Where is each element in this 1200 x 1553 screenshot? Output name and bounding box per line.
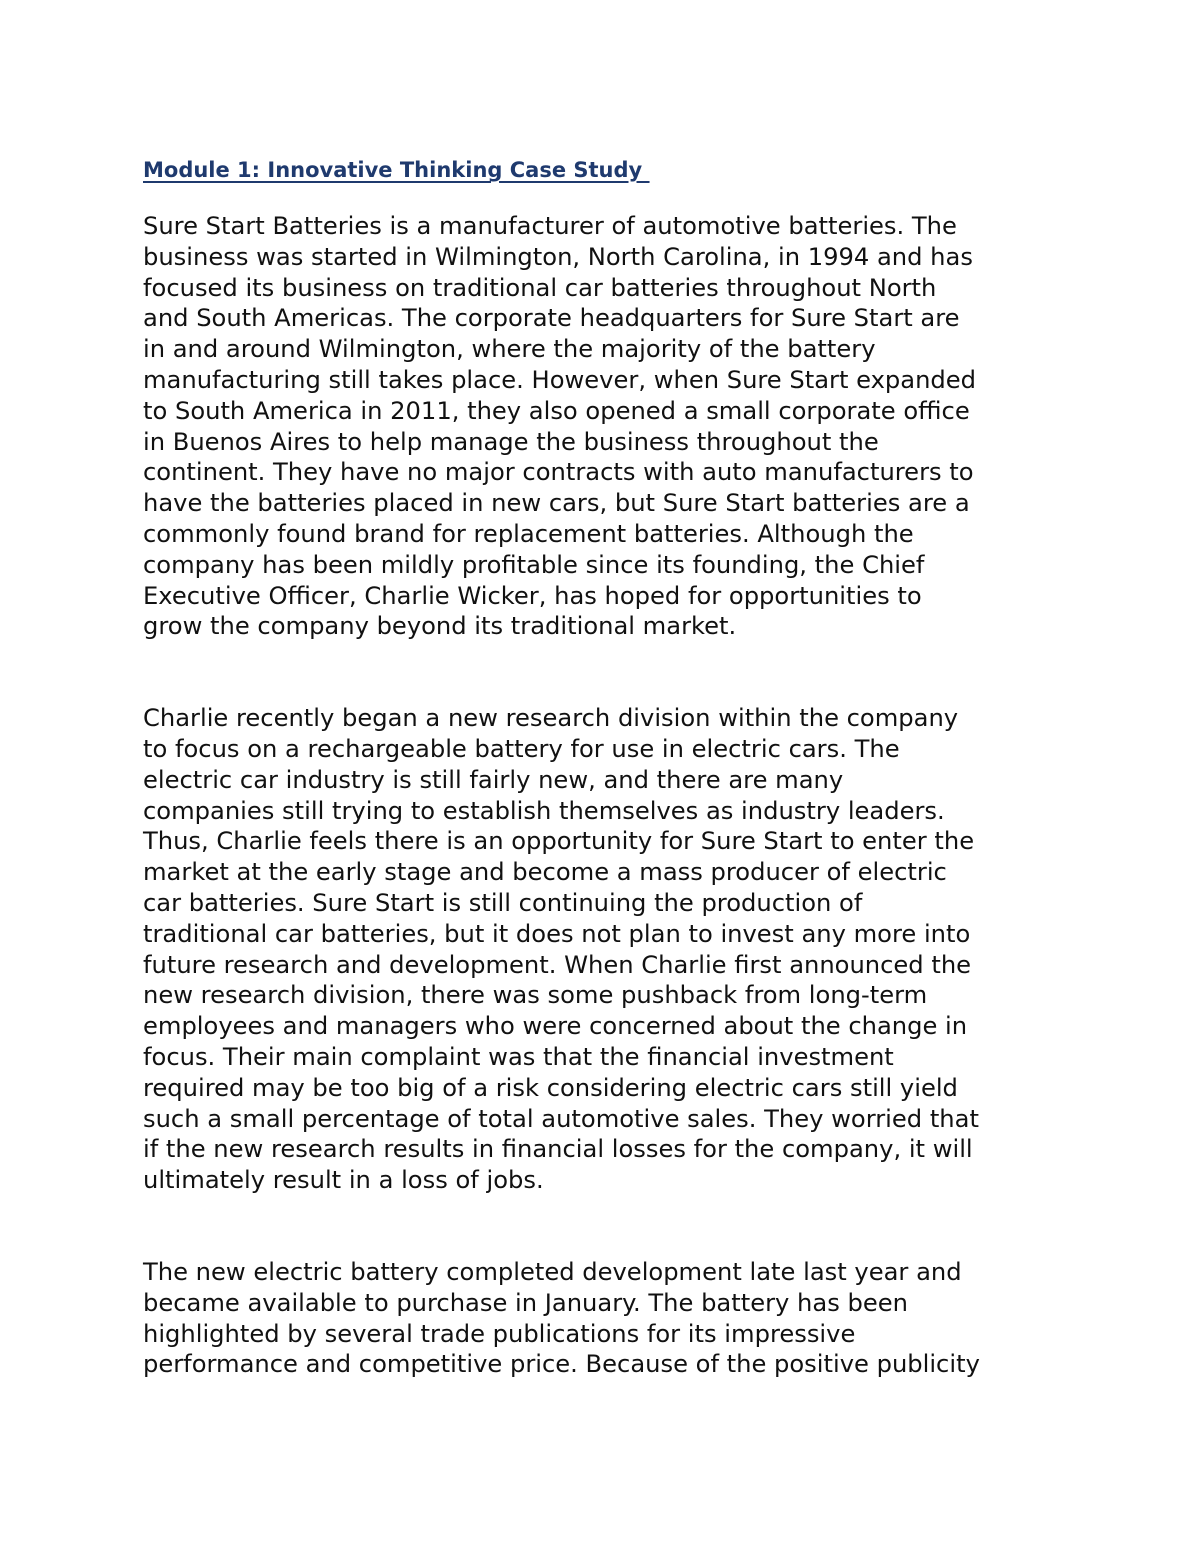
- paragraph-line: ultimately result in a loss of jobs.: [143, 1166, 544, 1195]
- paragraph-line: have the batteries placed in new cars, but Sure Start batteries are a: [143, 489, 970, 518]
- paragraph-line: future research and development. When Charlie first announced the: [143, 950, 972, 979]
- paragraph-line: business was started in Wilmington, North Carolina, in 1994 and has: [143, 242, 973, 271]
- paragraph-line: to focus on a rechargeable battery for use in electric cars. The: [143, 734, 900, 763]
- paragraph-line: Charlie recently began a new research division within the company: [143, 704, 959, 733]
- paragraph-line: car batteries. Sure Start is still continuing the production of: [143, 888, 863, 917]
- paragraph-line: new research division, there was some pushback from long-term: [143, 981, 928, 1010]
- paragraph-line: traditional car batteries, but it does not plan to invest any more into: [143, 919, 971, 948]
- paragraph-line: such a small percentage of total automotive sales. They worried that: [143, 1104, 979, 1133]
- paragraph-line: manufacturing still takes place. However, when Sure Start expanded: [143, 365, 977, 394]
- paragraph-line: market at the early stage and become a mass producer of electric: [143, 858, 947, 887]
- document-page: [143, 150, 1083, 1380]
- paragraph-line: performance and competitive price. Because of the positive publicity: [143, 1350, 980, 1379]
- paragraph-line: The new electric battery completed development late last year and: [143, 1257, 962, 1286]
- paragraph-line: grow the company beyond its traditional market.: [143, 612, 737, 641]
- paragraph-line: Executive Officer, Charlie Wicker, has hoped for opportunities to: [143, 581, 922, 610]
- paragraph-line: focus. Their main complaint was that the financial investment: [143, 1042, 894, 1071]
- paragraph-line: company has been mildly profitable since its founding, the Chief: [143, 550, 925, 579]
- paragraph-line: focused its business on traditional car batteries throughout North: [143, 273, 937, 302]
- paragraph-spacer: [143, 1196, 1083, 1257]
- document-title: Module 1: Innovative Thinking Case Study: [143, 158, 650, 182]
- paragraph-line: electric car industry is still fairly new, and there are many: [143, 765, 844, 794]
- paragraph-line: Thus, Charlie feels there is an opportunity for Sure Start to enter the: [143, 827, 975, 856]
- paragraph-line: Sure Start Batteries is a manufacturer of automotive batteries. The: [143, 212, 957, 240]
- paragraph-line: and South Americas. The corporate headquarters for Sure Start are: [143, 304, 960, 333]
- paragraph-line: became available to purchase in January. The battery has been: [143, 1288, 908, 1317]
- paragraph-3: [143, 1257, 1083, 1380]
- paragraph-spacer: [143, 642, 1083, 703]
- paragraph-line: continent. They have no major contracts with auto manufacturers to: [143, 458, 974, 487]
- paragraph-1: [143, 211, 1083, 642]
- paragraph-line: in and around Wilmington, where the majority of the battery: [143, 335, 876, 364]
- paragraph-2: [143, 703, 1083, 1196]
- paragraph-line: commonly found brand for replacement batteries. Although the: [143, 519, 914, 548]
- paragraph-line: in Buenos Aires to help manage the business throughout the: [143, 427, 879, 456]
- paragraph-line: required may be too big of a risk considering electric cars still yield: [143, 1073, 958, 1102]
- paragraph-line: if the new research results in financial losses for the company, it will: [143, 1135, 973, 1164]
- paragraph-line: to South America in 2011, they also opened a small corporate office: [143, 396, 970, 425]
- paragraph-line: highlighted by several trade publications for its impressive: [143, 1319, 856, 1348]
- paragraph-line: employees and managers who were concerned about the change in: [143, 1012, 968, 1041]
- paragraph-line: companies still trying to establish themselves as industry leaders.: [143, 796, 945, 825]
